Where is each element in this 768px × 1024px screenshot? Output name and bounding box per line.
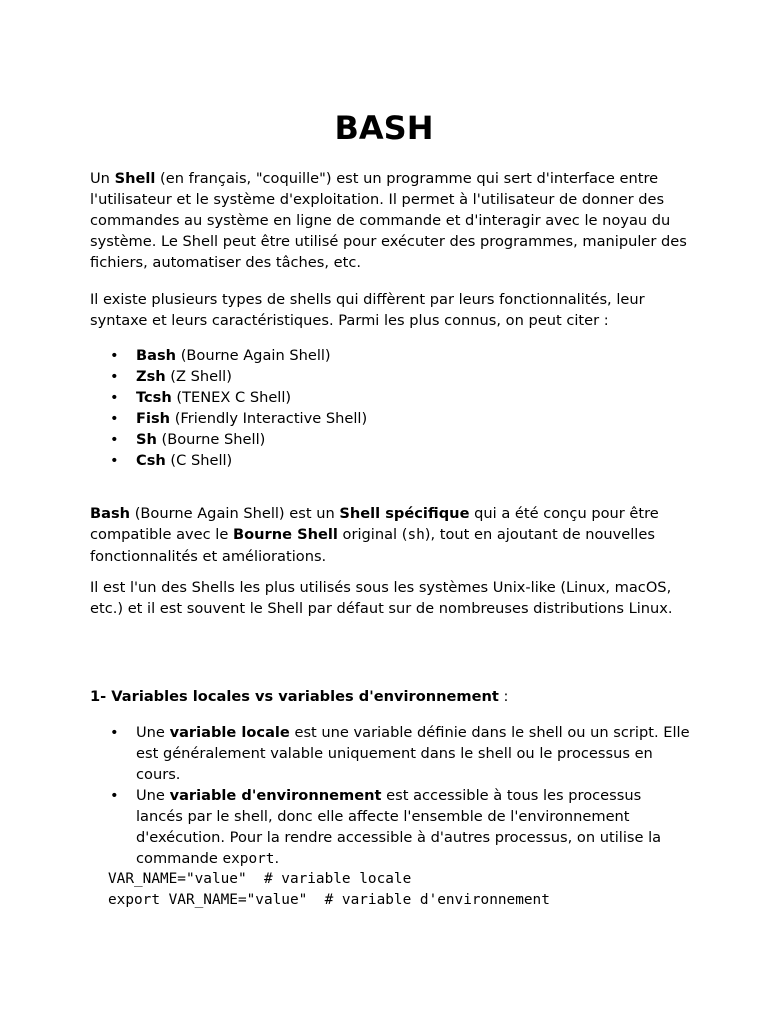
bullet-icon: • bbox=[110, 368, 119, 385]
inline-code: sh bbox=[407, 527, 425, 543]
list-item bbox=[90, 387, 690, 408]
section-heading-text: 1- Variables locales vs variables d'environnement bbox=[90, 688, 499, 705]
text: (en français, "coquille") est un programme qui sert d'interface entre l'utilisateur et le système d'exploitation. Il permet à l'utilisateur de donner des commandes au système en ligne de commande et d'interagir avec le noyau du système. Le Shell peut être utilisé pour exécuter des programmes, manipuler des fichiers, automatiser des tâches, etc. bbox=[90, 170, 687, 271]
text: est une variable définie dans le shell ou un script. Elle est généralement valable uniquement dans le shell ou le processus en cours. bbox=[136, 724, 690, 783]
list-item bbox=[90, 429, 690, 450]
text: (Bourne Again Shell) est un bbox=[130, 505, 340, 522]
shell-desc: (Z Shell) bbox=[165, 368, 232, 385]
heading-suffix: : bbox=[498, 688, 509, 705]
text: . bbox=[274, 850, 280, 867]
text: qui a été conçu pour être compatible avec le bbox=[90, 505, 659, 543]
text: original ( bbox=[337, 526, 408, 543]
shell-name: Fish bbox=[136, 410, 171, 427]
inline-code: export bbox=[222, 851, 275, 867]
shell-list bbox=[90, 345, 690, 471]
bash-paragraph bbox=[90, 503, 690, 567]
shell-name: Zsh bbox=[136, 368, 166, 385]
list-item bbox=[90, 345, 690, 366]
shell-desc: (Bourne Shell) bbox=[156, 431, 266, 448]
list-item bbox=[90, 408, 690, 429]
shell-desc: (Friendly Interactive Shell) bbox=[170, 410, 368, 427]
shell-name: Bash bbox=[136, 347, 177, 364]
bold-term: variable d'environnement bbox=[169, 787, 382, 804]
text: Une bbox=[136, 787, 170, 804]
bullet-icon: • bbox=[110, 347, 119, 364]
shell-name: Tcsh bbox=[136, 389, 172, 406]
code-line: VAR_NAME="value" # variable locale bbox=[108, 871, 412, 887]
bullet-icon: • bbox=[110, 410, 119, 427]
bold-term: Shell bbox=[114, 170, 156, 187]
shell-name: Sh bbox=[136, 431, 157, 448]
page-title: BASH bbox=[334, 109, 434, 147]
shell-name: Csh bbox=[136, 452, 166, 469]
intro-paragraph bbox=[90, 168, 690, 273]
shell-desc: (Bourne Again Shell) bbox=[176, 347, 331, 364]
list-item bbox=[90, 450, 690, 471]
usage-paragraph: Il est l'un des Shells les plus utilisés sous les systèmes Unix-like (Linux, macOS, etc.) et il est souvent le Shell par défaut sur de nombreuses distributions Linux. bbox=[90, 579, 673, 617]
bullet-icon: • bbox=[110, 431, 119, 448]
list-item bbox=[90, 785, 690, 870]
shell-desc: (C Shell) bbox=[165, 452, 233, 469]
text: est accessible à tous les processus lancés par le shell, donc elle affecte l'ensemble de l'environnement d'exécution. Pour la rendre accessible à d'autres processus, on utilise la commande bbox=[136, 787, 662, 867]
text: Un bbox=[90, 170, 115, 187]
bold-term: Bash bbox=[90, 505, 131, 522]
variables-list bbox=[90, 722, 690, 870]
bold-term: Shell spécifique bbox=[339, 505, 470, 522]
list-item bbox=[90, 722, 690, 785]
section-heading bbox=[90, 686, 690, 707]
text: ), tout en ajoutant de nouvelles fonctionnalités et améliorations. bbox=[90, 526, 655, 565]
bullet-icon: • bbox=[110, 389, 119, 406]
text: Une bbox=[136, 724, 170, 741]
bullet-icon: • bbox=[110, 724, 119, 741]
bullet-icon: • bbox=[110, 452, 119, 469]
shell-desc: (TENEX C Shell) bbox=[171, 389, 292, 406]
bold-term: Bourne Shell bbox=[232, 526, 338, 543]
shell-types-paragraph: Il existe plusieurs types de shells qui diffèrent par leurs fonctionnalités, leur syntaxe et leurs caractéristiques. Parmi les plus connus, on peut citer : bbox=[90, 291, 645, 329]
list-item bbox=[90, 366, 690, 387]
code-line: export VAR_NAME="value" # variable d'environnement bbox=[108, 892, 550, 908]
bullet-icon: • bbox=[110, 787, 119, 804]
code-block bbox=[108, 869, 708, 911]
bold-term: variable locale bbox=[169, 724, 290, 741]
